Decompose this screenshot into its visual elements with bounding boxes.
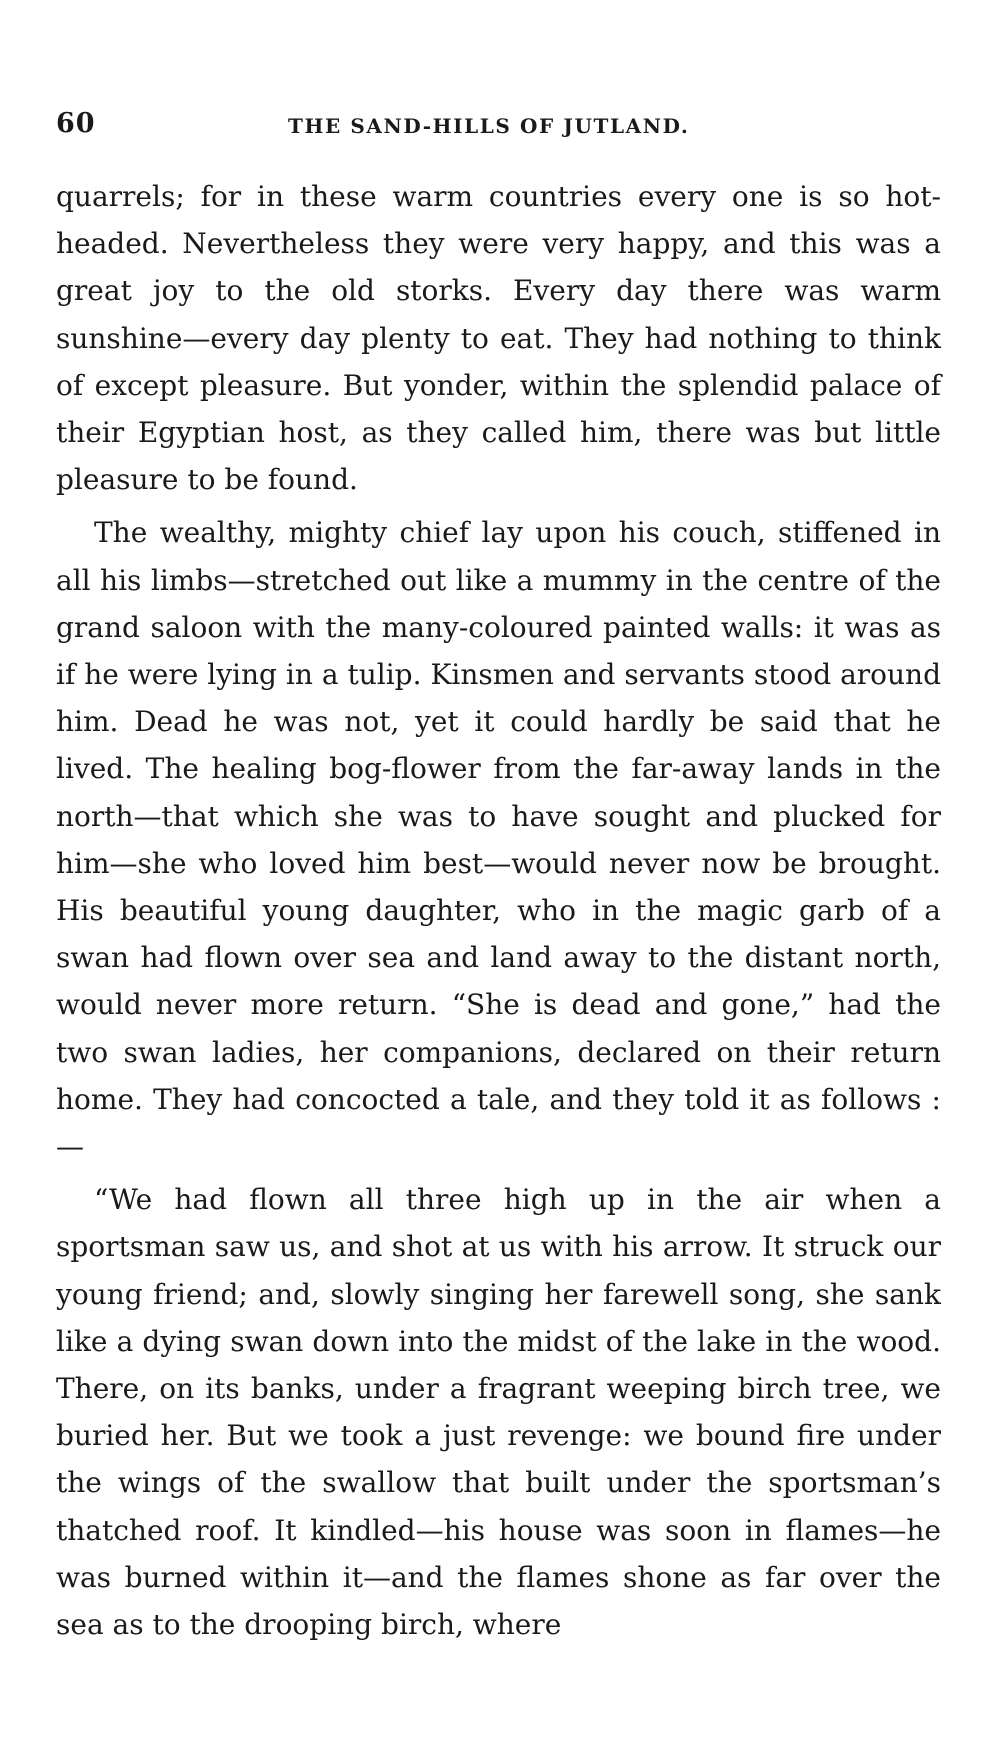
body-text (56, 173, 941, 1648)
page-header (56, 108, 946, 148)
paragraph: “We had flown all three high up in the air when a sportsman saw us, and shot at us with his arrow. It struck our young friend; and, slowly singing her farewell song, she sank like a dying swan down into the midst of the lake in the wood. There, on its banks, under a fragrant weeping birch tree, we buried her. But we took a just revenge: we bound fire under the wings of the swallow that built under the sportsman’s thatched roof. It kindled—his house was soon in flames—he was burned within it—and the flames shone as far over the sea as to the drooping birch, where (56, 1183, 941, 1642)
page-number: 60 (56, 108, 96, 139)
paragraph-continued: quarrels; for in these warm countries every one is so hot-headed. Nevertheless they were very happy, and this was a great joy to the old storks. Every day there was warm sunshine—every day plenty to eat. They had nothing to think of except pleasure. But yonder, within the splendid palace of their Egyptian host, as they called him, there was but little pleasure to be found. (56, 180, 941, 497)
paragraph: The wealthy, mighty chief lay upon his couch, stiffened in all his limbs—stretched out like a mummy in the centre of the grand saloon with the many-coloured painted walls: it was as if he were lying in a tulip. Kinsmen and servants stood around him. Dead he was not, yet it could hardly be said that he lived. The healing bog-flower from the far-away lands in the north—that which she was to have sought and plucked for him—she who loved him best—would never now be brought. His beautiful young daughter, who in the magic garb of a swan had flown over sea and land away to the distant north, would never more return. “She is dead and gone,” had the two swan ladies, her companions, declared on their return home. They had concocted a tale, and they told it as follows :— (56, 516, 941, 1164)
running-title: THE SAND-HILLS OF JUTLAND. (288, 114, 690, 138)
